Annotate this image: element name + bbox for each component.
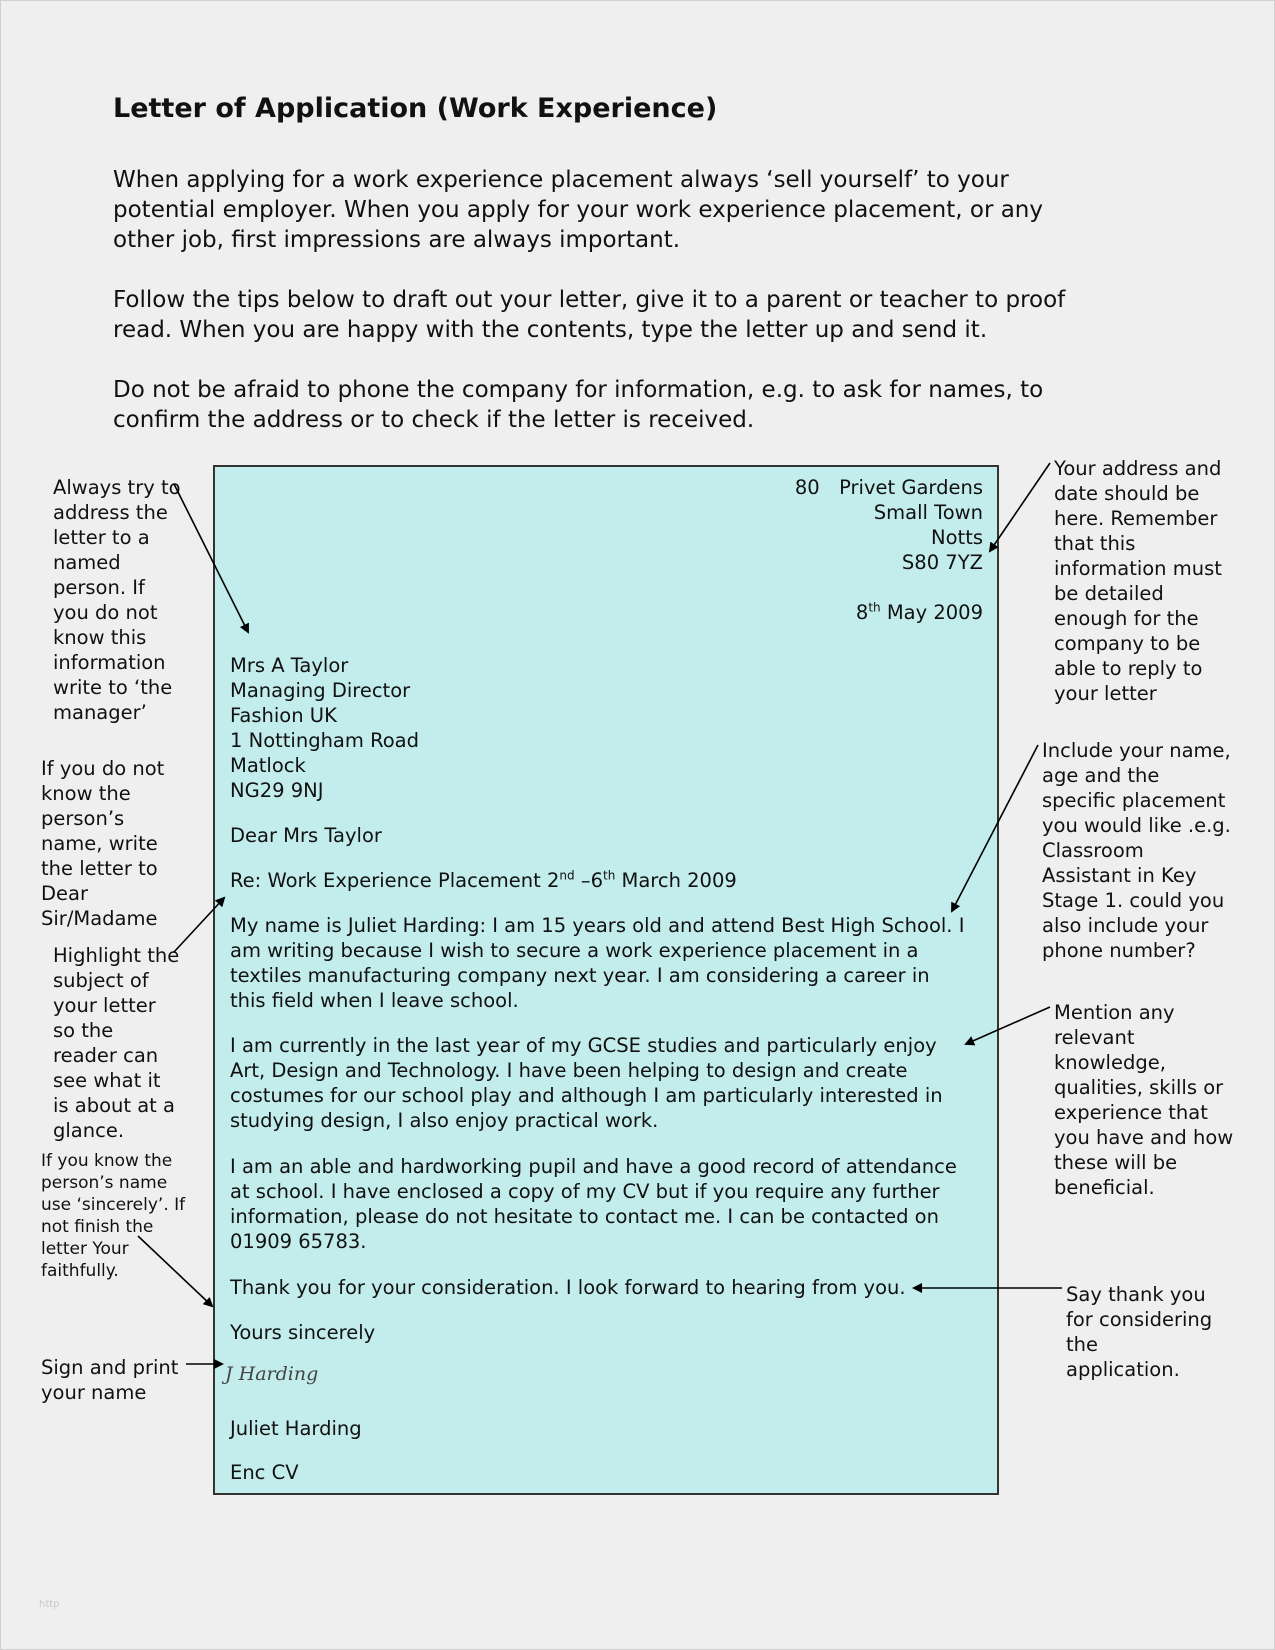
recipient-line: 1 Nottingham Road <box>230 729 420 752</box>
note-dear-sir: If you do not know the person’s name, write the letter to Dear Sir/Madame <box>41 757 165 930</box>
address-line: S80 7YZ <box>901 551 983 574</box>
sender-address <box>795 475 983 625</box>
note-named-person: Always try to address the letter to a named person. If you do not know this information write to ‘the manager’ <box>53 476 181 724</box>
recipient-line: Managing Director <box>230 679 411 702</box>
letter-closing: Yours sincerely <box>230 1321 376 1344</box>
recipient-line: Mrs A Taylor <box>230 654 349 677</box>
note-include-name: Include your name, age and the specific placement you would like .e.g. Classroom Assistant in Key Stage 1. could you also include your phone number? <box>1042 739 1231 962</box>
printed-name: Juliet Harding <box>230 1417 362 1440</box>
letter-paragraph-thanks: Thank you for your consideration. I look forward to hearing from you. <box>230 1276 906 1299</box>
letter-paragraph-qualities: I am an able and hardworking pupil and have a good record of attendance at school. I have enclosed a copy of my CV but if you require any further information, please do not hesitate to contact me. I can be contacted on 01909 65783. <box>230 1155 957 1253</box>
recipient-line: Fashion UK <box>230 704 337 727</box>
recipient-address <box>230 653 990 803</box>
note-highlight-subject: Highlight the subject of your letter so the reader can see what it is about at a glance. <box>53 944 180 1142</box>
recipient-line: Matlock <box>230 754 306 777</box>
letter-paragraph-intro: My name is Juliet Harding: I am 15 years old and attend Best High School. I am writing because I wish to secure a work experience placement in a textiles manufacturing company next year. I am considering a career in this field when I leave school. <box>230 914 965 1012</box>
letter-date: 8th May 2009 <box>855 600 983 624</box>
address-line: Notts <box>931 526 983 549</box>
page-title: Letter of Application (Work Experience) <box>113 93 718 124</box>
intro-paragraph-2: Follow the tips below to draft out your letter, give it to a parent or teacher to proof read. When you are happy with the contents, type the letter up and send it. <box>113 287 1066 343</box>
note-sincerely: If you know the person’s name use ‘sincerely’. If not finish the letter Your faithfully. <box>41 1151 186 1281</box>
letter-paragraph-studies: I am currently in the last year of my GCSE studies and particularly enjoy Art, Design and Technology. I have been helping to design and create costumes for our school play and although I am particularly interested in studying design, I also enjoy practical work. <box>230 1034 943 1132</box>
watermark: http <box>39 1599 60 1610</box>
note-address: Your address and date should be here. Remember that this information must be detailed enough for the company to be able to reply to your letter <box>1054 457 1222 705</box>
handwritten-signature: J Harding <box>225 1363 319 1385</box>
recipient-line: NG29 9NJ <box>230 779 324 802</box>
note-mention: Mention any relevant knowledge, qualities, skills or experience that you have and how these will be beneficial. <box>1054 1001 1234 1199</box>
enclosure-note: Enc CV <box>230 1461 299 1484</box>
intro-paragraph-3: Do not be afraid to phone the company for information, e.g. to ask for names, to confirm the address or to check if the letter is received. <box>113 377 1044 433</box>
address-line: 80 Privet Gardens <box>794 476 983 499</box>
sample-letter <box>213 465 999 1495</box>
address-line: Small Town <box>873 501 983 524</box>
intro-paragraph-1: When applying for a work experience placement always ‘sell yourself’ to your potential employer. When you apply for your work experience placement, or any other job, first impressions are always important. <box>113 167 1043 253</box>
salutation: Dear Mrs Taylor <box>230 824 382 847</box>
note-sign-name: Sign and print your name <box>41 1356 179 1404</box>
subject-line: Re: Work Experience Placement 2nd –6th March 2009 <box>230 868 737 892</box>
note-thank-you: Say thank you for considering the application. <box>1066 1283 1213 1381</box>
